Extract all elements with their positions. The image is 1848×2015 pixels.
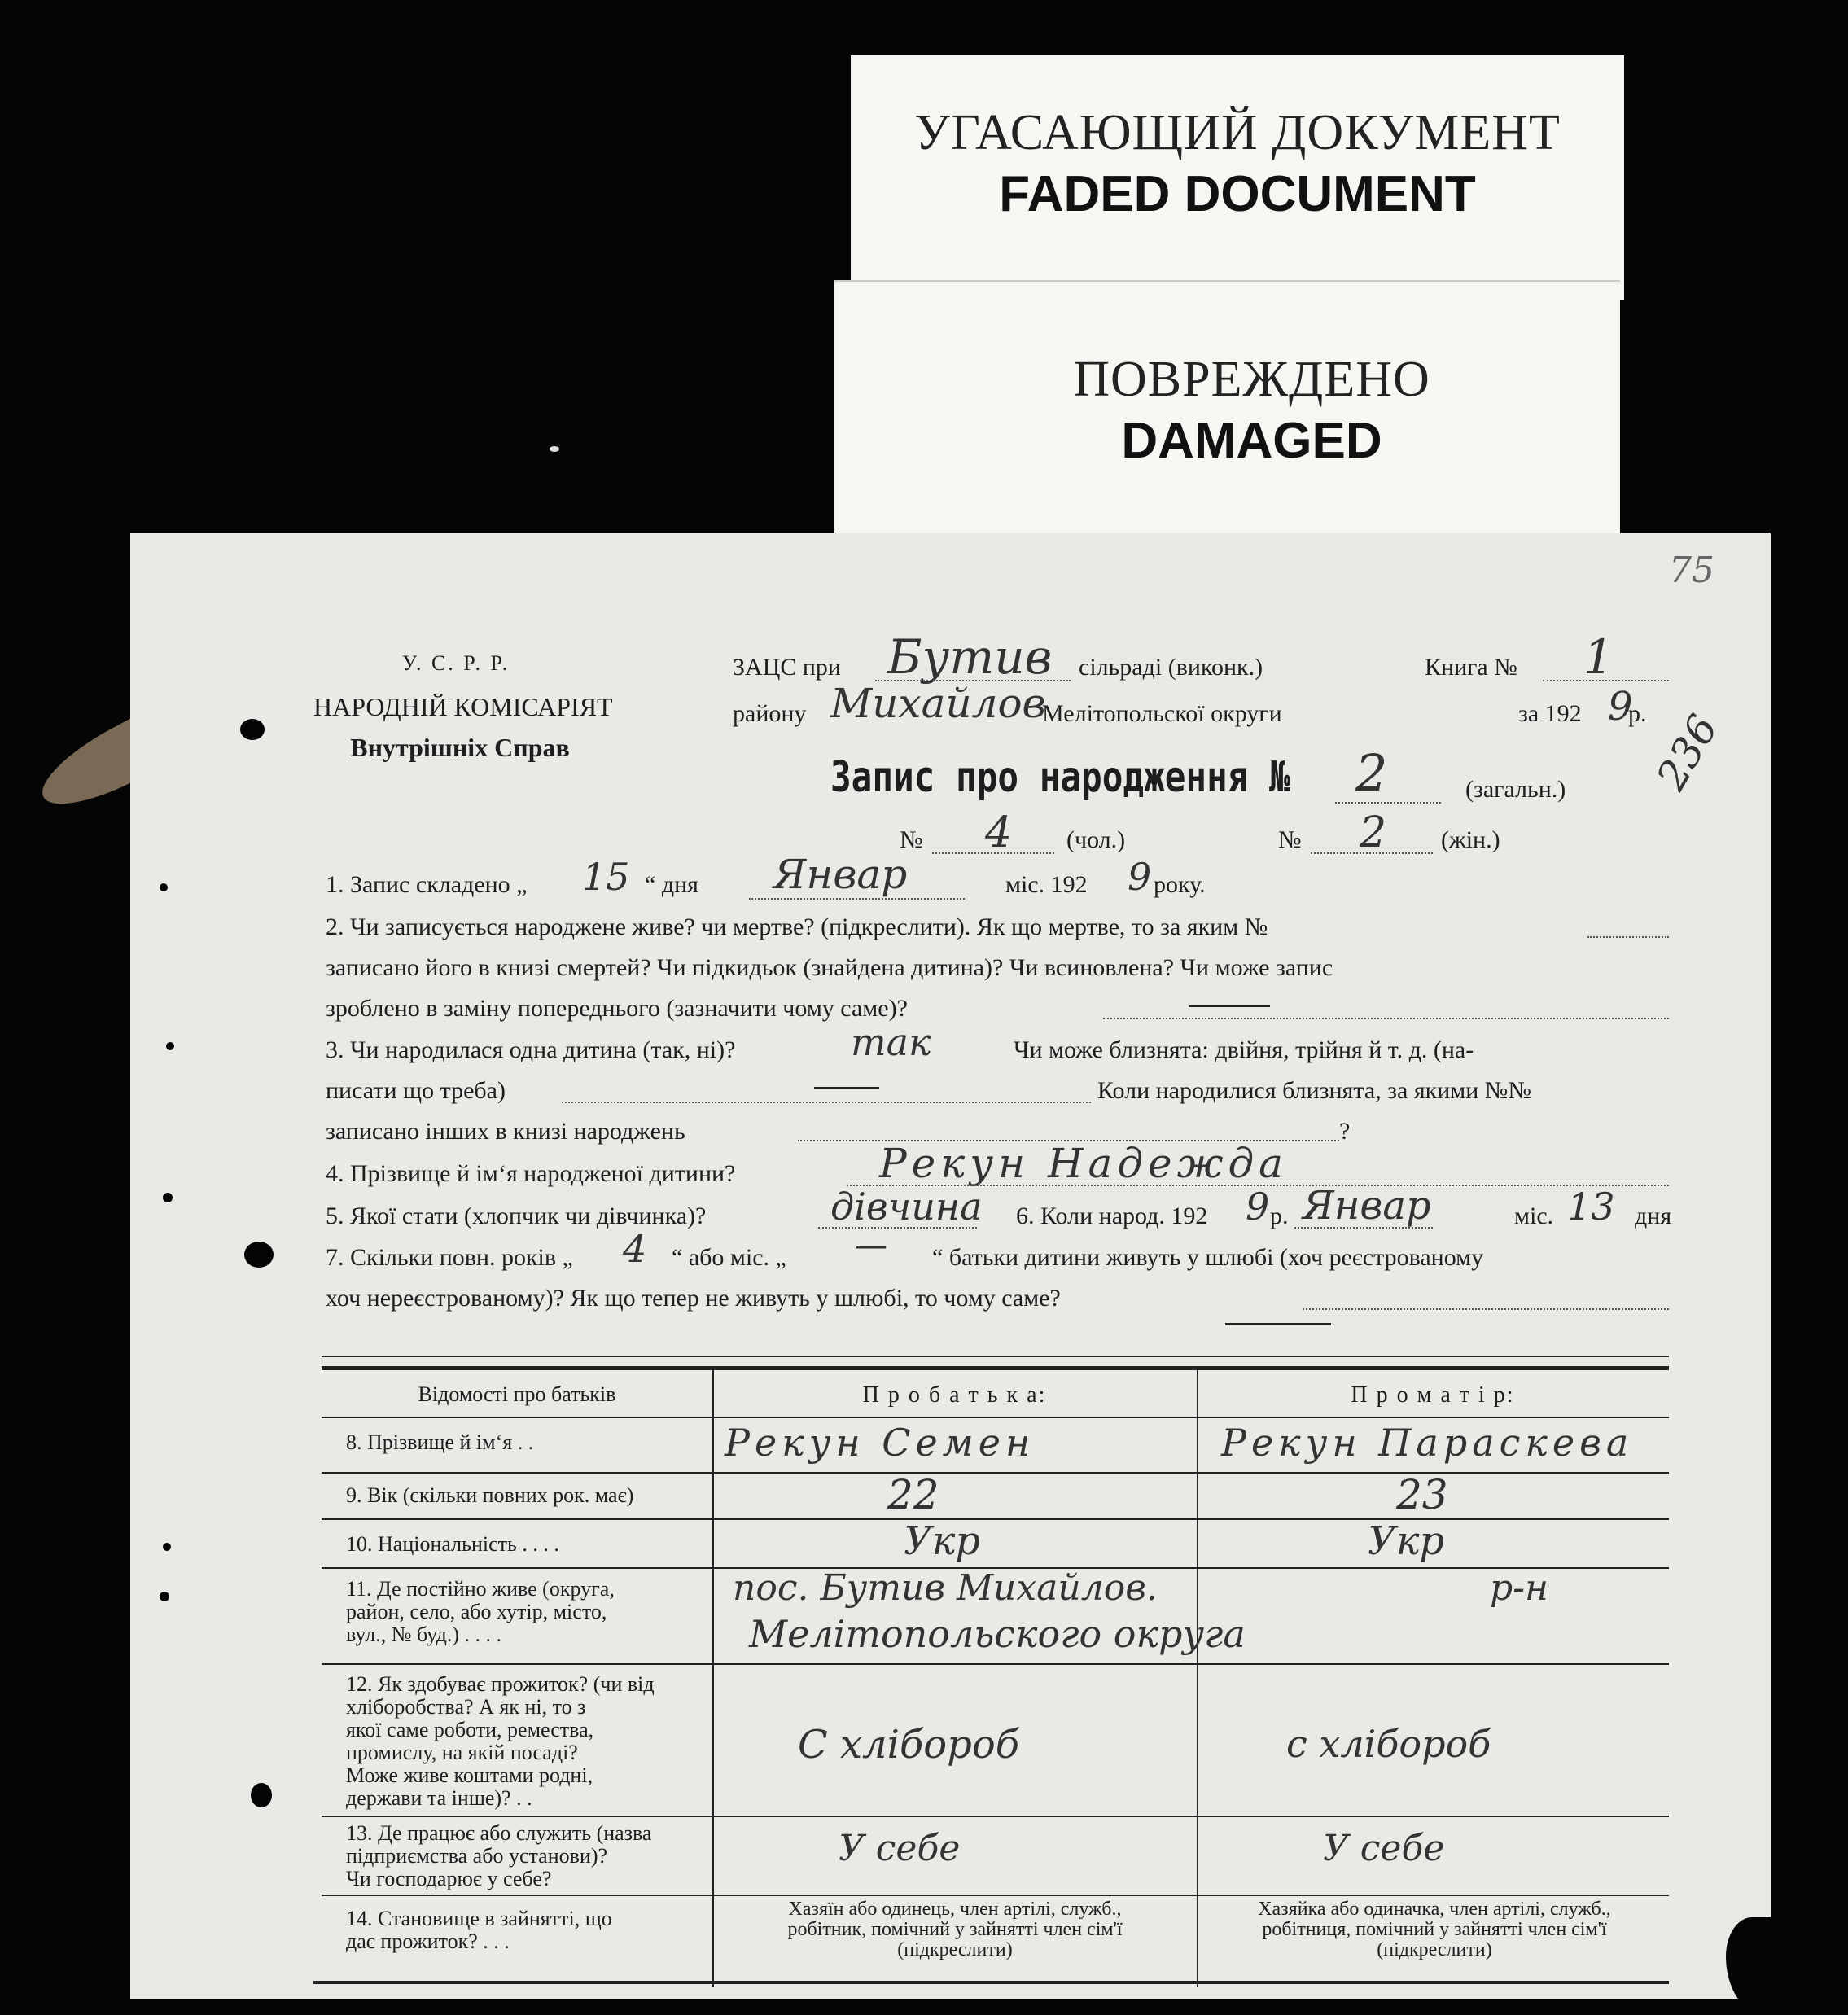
q3-text-d: Коли народилися близнята, за якими №№ [1097,1077,1532,1104]
male-no-label: № [900,826,923,853]
debris-mark [550,446,559,452]
married-years: 4 [623,1227,647,1271]
mother-livelihood: с хлібороб [1286,1722,1491,1766]
row-label: 13. Де працює або служить (назва підприємства або установи)? Чи господарює у себе? [346,1821,652,1890]
row-label: 12. Як здобуває прожиток? (чи від хліборобства? А як ні, то з якої саме роботи, ремества, промислу, на якій посаді? Може живе коштами родні, держави та інше)? . . [346,1672,655,1810]
damaged-note-en: DAMAGED [1121,413,1382,469]
q3-text-a: 3. Чи народилася одна дитина (так, ні)? [326,1036,736,1063]
birth-record-sheet [130,533,1771,1999]
male-dotline [932,852,1054,854]
q6-dotline [1294,1227,1433,1229]
q3-dash [814,1087,879,1089]
female-dotline [1311,852,1433,854]
raion-value: Михайлов [830,680,1046,727]
row-line [322,1663,1669,1665]
table-vline-2 [1197,1368,1198,1987]
punch-hole [163,1193,173,1202]
male-label: (чол.) [1066,826,1126,853]
row-line [322,1895,1669,1896]
faded-note-ru: УГАСАЮЩИЙ ДОКУМЕНТ [914,105,1561,160]
zags-prefix: ЗАЦС при [733,654,841,681]
birth-month: Январ [1303,1183,1431,1229]
female-label: (жін.) [1441,826,1500,853]
father-name: Рекун Семен [725,1421,1036,1465]
row-line [322,1472,1669,1474]
edge-damage [1726,1917,1791,2015]
q7-text-c: “ батьки дитини живуть у шлюбі (хоч реєстрованому [932,1244,1484,1271]
q7-text-d: хоч нереєстрованому)? Як що тепер не живуть у шлюбі, то чому саме? [326,1285,1061,1312]
father-age: 22 [887,1471,939,1518]
birth-year: 9 [1246,1185,1270,1229]
father-occupation-status: Хазяїн або одинець, член артілі, служб., робітник, помічний у зайнятті член сім'ї (підкреслити) [787,1899,1123,1960]
q1-text-c: міс. 192 [1005,871,1088,898]
child-sex: дівчина [830,1185,983,1229]
q1-text-d: року. [1154,871,1206,898]
married-months: — [855,1227,887,1264]
row-label: 10. Національність . . . . [346,1532,559,1556]
father-residence-2: Мелітопольского округа [749,1612,1246,1656]
q2-answer-dotline [1103,1018,1669,1019]
col-parent-info: Відомості про батьків [418,1382,616,1406]
village-council-label: сільраді (виконк.) [1079,654,1263,681]
mother-occupation-status: Хазяйка або одиначка, член артілі, служб., робітниця, помічний у зайнятті член сім'ї (підкреслити) [1258,1899,1611,1960]
father-nationality: Укр [904,1518,981,1564]
header-bottom-line [322,1417,1669,1418]
table-top-line-2 [322,1366,1669,1370]
table-bottom-line [313,1981,1669,1984]
usrr-label: У. С. Р. Р. [401,651,510,675]
row-label: 14. Становище в зайнятті, що дає прожиток? . . . [346,1907,612,1953]
father-residence: пос. Бутив Михайлов. [733,1567,1158,1609]
total-dotline [1335,802,1441,804]
col-mother: П р о м а т і р: [1351,1382,1515,1408]
q2-text-2: записано його в книзі смертей? Чи підкидьок (знайдена дитина)? Чи всиновлена? Чи може запис [326,954,1333,981]
mother-workplace: У себе [1323,1828,1445,1869]
record-total-label: (загальн.) [1465,776,1566,803]
q4-text: 4. Прізвище й ім‘я народженої дитини? [326,1160,736,1187]
book-label: Книга № [1425,654,1517,681]
row-label: 9. Вік (скільки повних рок. має) [346,1483,634,1507]
q6-text-a: 6. Коли народ. 192 [1016,1202,1208,1229]
q1-text-b: “ дня [645,871,698,898]
q1-month: Январ [773,851,908,898]
mother-name: Рекун Параскева [1221,1421,1634,1465]
punch-hole [160,1592,169,1601]
q1-text-a: 1. Запис складено „ [326,871,528,898]
row-line [322,1518,1669,1520]
birth-day: 13 [1567,1185,1615,1229]
record-total-number: 2 [1355,743,1388,803]
raion-label: району [733,700,807,727]
q7-text-b: “ або міс. „ [672,1244,786,1271]
punch-hole [166,1042,174,1050]
punch-hole [160,883,168,891]
year-value: 9 [1608,684,1633,729]
mother-age: 23 [1396,1471,1448,1518]
q2-dash [1189,1005,1270,1007]
row-line [322,1816,1669,1817]
year-label: за 192 [1518,700,1582,727]
q5-dotline [818,1227,977,1229]
father-workplace: У себе [839,1828,961,1869]
faded-document-note [851,55,1624,300]
commissariat-label: НАРОДНІЙ КОМІСАРІЯТ [313,692,613,721]
q1-dotline [749,898,965,900]
q5-text: 5. Якої стати (хлопчик чи дівчинка)? [326,1202,707,1229]
record-title: Запис про народження № [830,753,1290,802]
punch-hole [240,719,265,740]
damaged-note-ru: ПОВРЕЖДЕНО [1073,352,1430,407]
female-no-label: № [1278,826,1302,853]
q3-dotline [562,1102,1091,1103]
q3-text-c: писати що треба) [326,1077,506,1104]
zags-value: Бутив [887,629,1053,685]
q3-question-mark: ? [1339,1118,1351,1145]
punch-hole [251,1783,272,1807]
q7-underline [1225,1323,1331,1325]
mother-nationality: Укр [1368,1518,1445,1564]
q3-text-e: записано інших в книзі народжень [326,1118,685,1145]
punch-hole [244,1242,274,1268]
q2-text-3: зроблено в заміну попереднього (зазначити чому саме)? [326,995,908,1022]
book-value: 1 [1583,629,1614,685]
table-top-line [322,1356,1669,1357]
q1-year: 9 [1128,855,1152,899]
book-dotline [1543,680,1669,681]
corner-number: 75 [1669,550,1714,591]
damaged-document-note [834,282,1620,534]
faded-note-en: FADED DOCUMENT [999,166,1476,222]
q6-text-c: міс. [1514,1202,1554,1229]
q2-dotline [1587,936,1669,938]
father-livelihood: С хлібороб [798,1722,1020,1768]
q1-day: 15 [582,855,630,899]
q7-dotline [1303,1308,1669,1310]
female-number: 2 [1360,808,1387,857]
q6-text-b: р. [1270,1202,1289,1229]
year-suffix: р. [1628,700,1647,727]
male-number: 4 [985,808,1013,857]
internal-affairs-label: Внутрішніх Справ [350,733,570,762]
child-name: Рекун Надежда [879,1140,1288,1187]
table-vline-1 [712,1368,714,1987]
okruha-label: Мелітопольскої округи [1042,700,1282,727]
row-label: 11. Де постійно живе (округа, район, село, або хутір, місто, вул., № буд.) . . . . [346,1577,615,1646]
side-number: 236 [1647,707,1728,798]
mother-residence: р-н [1490,1567,1549,1609]
col-father: П р о б а т ь к а: [862,1382,1047,1408]
q7-text-a: 7. Скільки повн. років „ [326,1244,573,1271]
q3-text-b: Чи може близнята: двійня, трійня й т. д. (на- [1014,1036,1474,1063]
q6-text-d: дня [1635,1202,1672,1229]
q3-answer: так [851,1020,931,1064]
row-label: 8. Прізвище й ім‘я . . [346,1430,534,1454]
punch-hole [163,1543,171,1551]
q2-text: 2. Чи записується народжене живе? чи мертве? (підкреслити). Як що мертве, то за яким № [326,913,1268,940]
